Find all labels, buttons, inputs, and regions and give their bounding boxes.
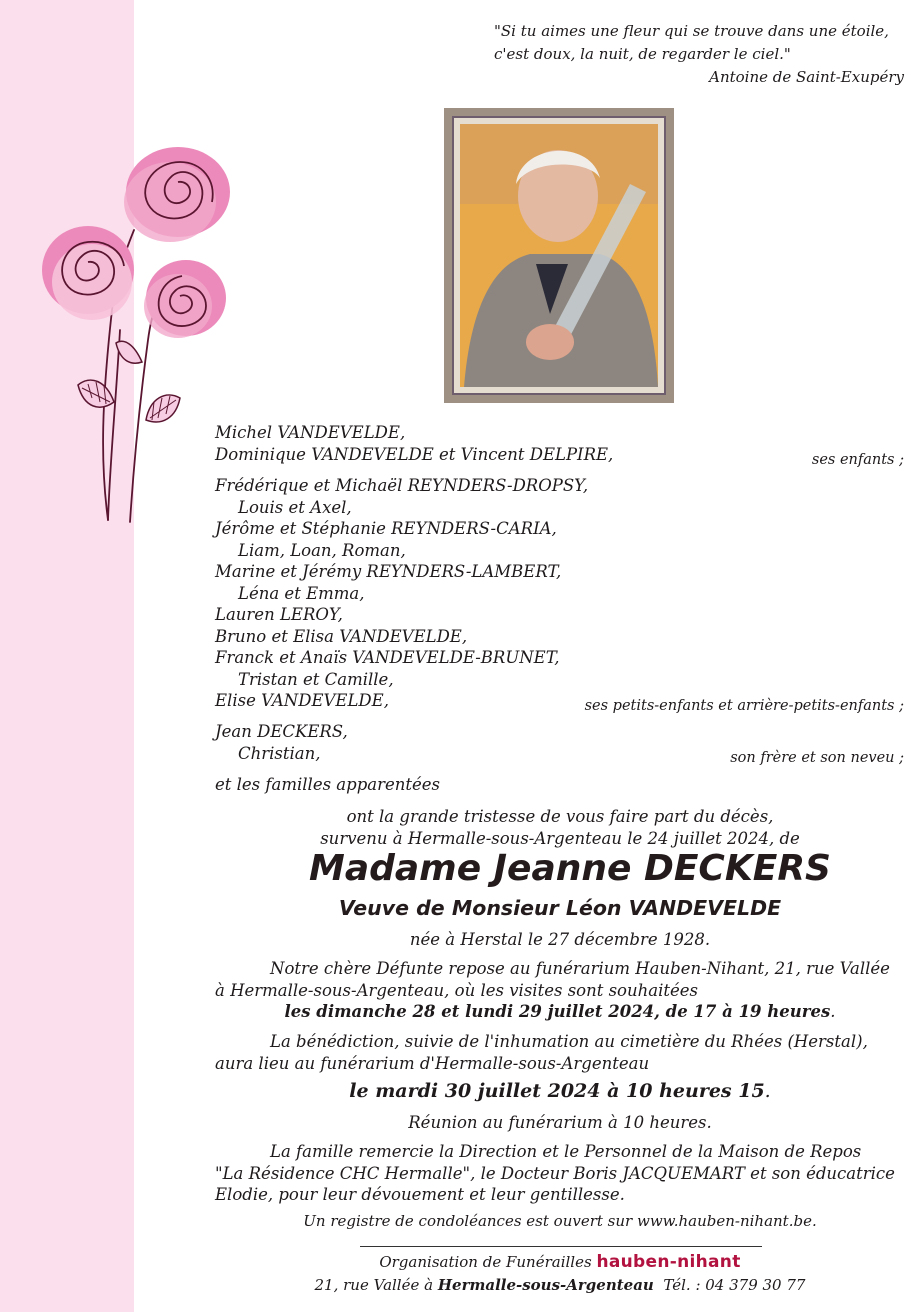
roses-illustration	[30, 140, 240, 540]
announcement-line-2: survenu à Hermalle-sous-Argenteau le 24 juillet 2024, de	[320, 828, 800, 848]
ceremony-paragraph	[215, 1031, 905, 1074]
visits-line-2: à Hermalle-sous-Argenteau, où les visites sont souhaitées	[215, 980, 698, 1000]
child-name: Dominique VANDEVELDE et Vincent DELPIRE,	[215, 444, 614, 464]
portrait-photo	[450, 114, 668, 397]
brother-block	[215, 721, 348, 764]
grandchild-name: Lauren LEROY,	[215, 605, 343, 624]
grandchildren-block	[215, 475, 588, 712]
announcement-intro	[215, 806, 905, 849]
nephew-name: Christian,	[238, 743, 321, 763]
thanks-paragraph	[215, 1141, 905, 1206]
thanks-line-1: La famille remercie la Direction et le Personnel de la Maison de Repos	[270, 1142, 862, 1161]
condolence-register: Un registre de condoléances est ouvert sur www.hauben-nihant.be.	[303, 1212, 817, 1230]
thanks-line-2: "La Résidence CHC Hermalle", le Docteur Boris JACQUEMART et son éducatrice	[215, 1163, 895, 1183]
deceased-name: Madame Jeanne DECKERS	[309, 848, 831, 889]
thanks-line-3: Elodie, pour leur dévouement et leur gentillesse.	[215, 1185, 625, 1204]
phone-number: Tél. : 04 379 30 77	[663, 1276, 806, 1294]
ceremony-date: le mardi 30 juillet 2024 à 10 heures 15.	[349, 1080, 771, 1102]
grandchild-name: Franck et Anaïs VANDEVELDE-BRUNET,	[215, 648, 560, 667]
quote-line-2: c'est doux, la nuit, de regarder le ciel."	[494, 45, 791, 63]
meeting-line: Réunion au funérarium à 10 heures.	[408, 1113, 712, 1132]
quote-line-1: "Si tu aimes une fleur qui se trouve dans une étoile,	[494, 22, 889, 40]
great-grandchildren-names: Tristan et Camille,	[238, 669, 394, 689]
footer-address	[215, 1276, 905, 1294]
brother-relation: son frère et son neveu ;	[730, 750, 904, 766]
grandchild-name: Marine et Jérémy REYNDERS-LAMBERT,	[215, 562, 562, 581]
visits-paragraph	[215, 958, 905, 1023]
widow-of-line: Veuve de Monsieur Léon VANDEVELDE	[338, 896, 782, 920]
portrait-photo-frame	[444, 108, 674, 403]
footer-organisation	[215, 1252, 905, 1272]
grandchild-name: Jérôme et Stéphanie REYNDERS-CARIA,	[215, 519, 557, 538]
visits-line-1: Notre chère Défunte repose au funérarium Hauben-Nihant, 21, rue Vallée	[270, 959, 890, 978]
footer-divider	[360, 1246, 762, 1247]
grandchild-name: Frédérique et Michaël REYNDERS-DROPSY,	[215, 476, 589, 495]
grandchild-name: Elise VANDEVELDE,	[215, 691, 389, 710]
epigraph-quote	[464, 20, 904, 89]
address-prefix: 21, rue Vallée à	[314, 1276, 434, 1294]
org-label: Organisation de Funérailles	[379, 1253, 592, 1271]
brother-name: Jean DECKERS,	[215, 722, 348, 741]
visits-dates: les dimanche 28 et lundi 29 juillet 2024, de 17 à 19 heures.	[284, 1002, 836, 1021]
quote-author: Antoine de Saint-Exupéry	[709, 68, 904, 86]
brand-logo: hauben-nihant	[596, 1252, 741, 1272]
ceremony-line-1: La bénédiction, suivie de l'inhumation au cimetière du Rhées (Herstal),	[270, 1032, 868, 1051]
relatives-line: et les familles apparentées	[215, 775, 440, 794]
grandchildren-relation: ses petits-enfants et arrière-petits-enfants ;	[584, 698, 904, 714]
great-grandchildren-names: Liam, Loan, Roman,	[238, 540, 406, 560]
children-relation: ses enfants ;	[811, 452, 904, 468]
address-town: Hermalle-sous-Argenteau	[437, 1276, 654, 1294]
announcement-line-1: ont la grande tristesse de vous faire part du décès,	[346, 807, 774, 826]
grandchild-name: Bruno et Elisa VANDEVELDE,	[215, 626, 468, 646]
great-grandchildren-names: Louis et Axel,	[238, 497, 352, 517]
ceremony-line-2: aura lieu au funérarium d'Hermalle-sous-Argenteau	[215, 1053, 650, 1073]
child-name: Michel VANDEVELDE,	[215, 423, 406, 442]
birth-line: née à Herstal le 27 décembre 1928.	[409, 930, 711, 949]
great-grandchildren-names: Léna et Emma,	[238, 583, 365, 603]
children-block	[215, 422, 613, 465]
